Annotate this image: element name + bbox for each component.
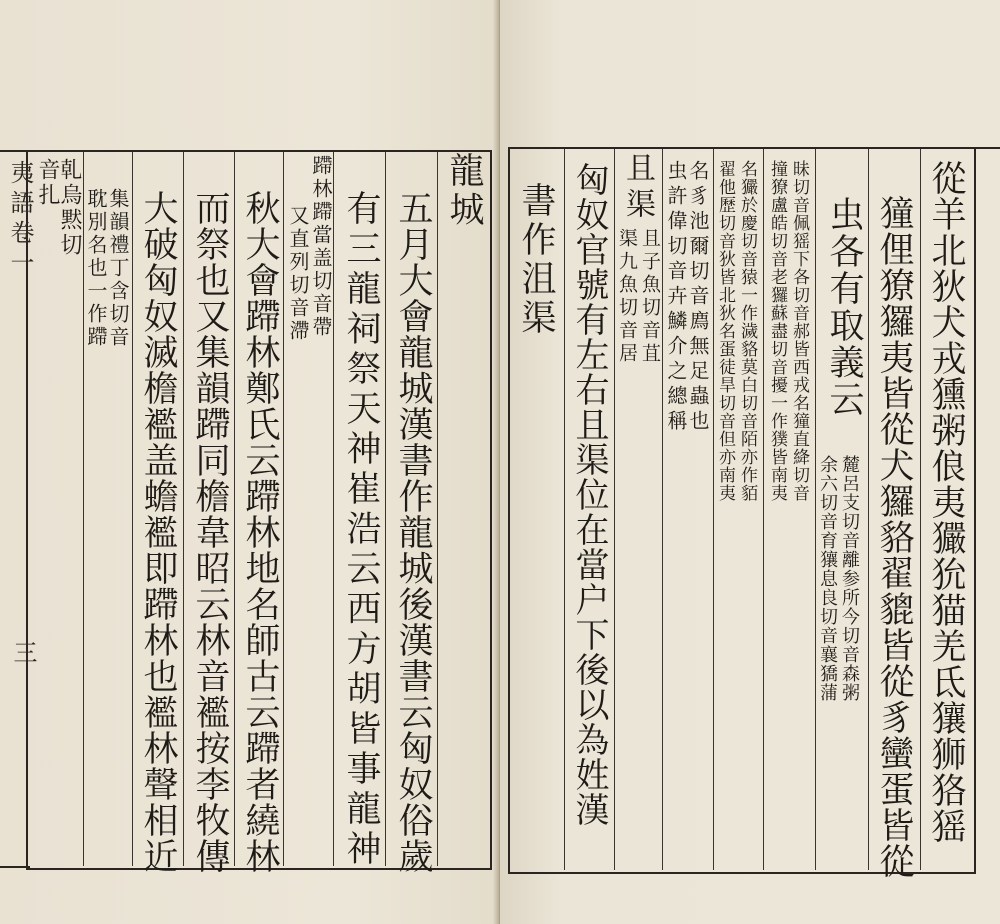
column-divider <box>868 149 869 870</box>
annotation-column: 名玁於慶切音猿一作濊貉莫白切音陌亦作貊 <box>737 160 757 502</box>
annotation-column: 名豸池爾切音廌無足蟲也 <box>686 160 710 435</box>
annotation-column: 翟他歷切音狄皆北狄名蛋徒旱切音但亦南夷 <box>715 160 735 502</box>
text-column: 獞俚獠玀夷皆從犬玀貉翟貔皆從豸蠻蛋皆從 <box>874 195 914 879</box>
column-divider <box>437 152 438 866</box>
annotation-column: 集韻禮丁含切音 <box>106 188 130 349</box>
text-column: 大破匈奴滅檐襤盖蟾襤即蹛林也襤林聲相近 <box>138 190 178 874</box>
text-column: 書作沮渠 <box>516 182 556 338</box>
annotation-column: 乹烏黙切 <box>57 158 82 258</box>
text-column: 有三龍祠祭天神崔浩云西方胡皆事龍神 <box>341 190 381 870</box>
text-column: 匈奴官號有左右且渠位在當户下後以為姓漢 <box>569 162 609 827</box>
text-column: 從羊北狄犬戎獯粥俍夷玁狁猫羌氐獽狮狢猺 <box>926 160 966 844</box>
column-divider <box>333 152 334 866</box>
annotation-column: 余六切音育獽息良切音襄獢蒲 <box>817 455 838 702</box>
margin-book-title: 夷語卷一 <box>6 160 34 280</box>
annotation-column: 昧切音佩猺下各切音郝皆西戎名獞直絳切音 <box>789 160 809 502</box>
column-divider <box>385 152 386 866</box>
right-page-top-rule <box>970 147 1000 149</box>
annotation-column: 蹛林蹛當盖切音帶 <box>309 155 333 339</box>
annotation-column: 且子魚切音苴 <box>639 228 661 366</box>
annotation-column: 又直列切音滯 <box>286 205 310 343</box>
annotation-column: 虫許偉切音卉鱗介之總稱 <box>664 160 688 435</box>
heading-term: 龍城 <box>444 152 484 230</box>
column-divider <box>920 149 921 870</box>
annotation-column: 音扎 <box>35 158 60 208</box>
column-divider <box>132 152 133 866</box>
left-page-bottom-rule <box>0 866 30 868</box>
text-column: 而祭也又集韻蹛同檐韋昭云林音襤按李牧傳 <box>190 190 230 874</box>
annotation-column: 撞獠盧皓切音老玀蘇盡切音擾一作獛皆南夷 <box>767 160 787 502</box>
annotation-column: 耽別名也一作蹛 <box>84 188 108 349</box>
right-page <box>500 0 1000 924</box>
column-divider <box>564 149 565 870</box>
text-column: 虫各有取義云 <box>824 196 864 418</box>
text-column: 五月大會龍城漢書作龍城後漢書云匈奴俗歲 <box>393 190 433 874</box>
column-divider <box>662 149 663 870</box>
text-column: 秋大會蹛林鄭氏云蹛林地名師古云蹛者繞林 <box>240 190 280 874</box>
annotation-column: 渠九魚切音居 <box>616 228 638 366</box>
column-divider <box>815 149 816 870</box>
column-divider <box>234 152 235 866</box>
column-divider <box>763 149 764 870</box>
column-divider <box>183 152 184 866</box>
margin-page-number: 三 <box>9 640 37 664</box>
heading-term: 且渠 <box>620 152 655 224</box>
annotation-column: 麓呂支切音離参所今切音森粥 <box>839 455 860 702</box>
left-page-top-rule <box>0 150 30 152</box>
column-divider <box>614 149 615 870</box>
column-divider <box>283 152 284 866</box>
column-divider <box>713 149 714 870</box>
